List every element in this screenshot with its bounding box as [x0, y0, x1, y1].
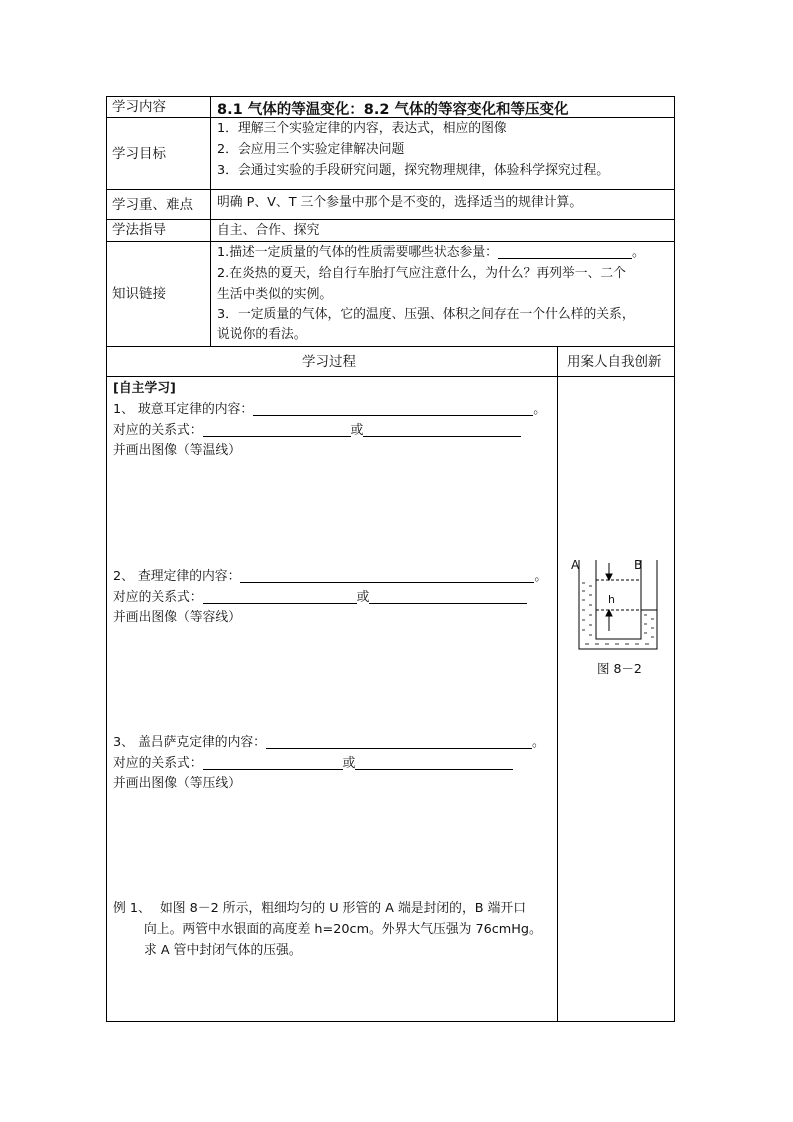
row-label-methods: 学法指导 — [112, 222, 166, 238]
row-label-objectives: 学习目标 — [112, 146, 166, 162]
label-a: A — [571, 558, 580, 572]
formula-label: 对应的关系式： — [113, 590, 203, 605]
answer-blank[interactable] — [203, 755, 343, 770]
answer-blank[interactable] — [253, 401, 533, 416]
graph-instruction: 并画出图像（等压线） — [113, 776, 241, 791]
period: 。 — [531, 735, 545, 750]
label-h: h — [608, 593, 615, 606]
table-border-top — [106, 96, 675, 97]
law-content-line — [113, 400, 546, 419]
graph-instruction: 并画出图像（等温线） — [113, 443, 241, 458]
formula-line — [113, 421, 521, 440]
process-header: 学习过程 — [302, 354, 356, 370]
example-label: 例 1、 — [113, 901, 151, 916]
example-line: 向上。两管中水银面的高度差 h=20cm。外界大气压强为 76cmHg。 — [144, 922, 542, 937]
row-label-knowledge: 知识链接 — [112, 286, 166, 302]
formula-label: 对应的关系式： — [113, 756, 203, 771]
row-label-content: 学习内容 — [112, 99, 166, 115]
formula-line — [113, 588, 527, 607]
answer-blank[interactable] — [363, 422, 521, 437]
knowledge-question: 1.描述一定质量的气体的性质需要哪些状态参量： — [217, 245, 498, 260]
example-line: 如图 8－2 所示，粗细均匀的 U 形管的 A 端是封闭的，B 端开口 — [160, 901, 526, 916]
law-content-line — [113, 567, 547, 586]
law-label: 1、 玻意耳定律的内容： — [113, 402, 254, 417]
row-label-keypoints: 学习重、难点 — [112, 197, 193, 213]
objective-item: 2．会应用三个实验定律解决问题 — [217, 142, 405, 157]
side-header: 用案人自我创新 — [567, 354, 662, 370]
keypoints-text: 明确 P、V、T 三个参量中那个是不变的，选择适当的规律计算。 — [217, 195, 583, 210]
row-divider — [106, 241, 675, 242]
row-divider — [106, 189, 675, 190]
page-title: 8.1 气体的等温变化：8.2 气体的等容变化和等压变化 — [217, 102, 569, 118]
answer-blank[interactable] — [355, 755, 513, 770]
answer-blank[interactable] — [240, 568, 534, 583]
table-border-right — [674, 96, 675, 1022]
table-border-bottom — [106, 1021, 675, 1022]
law-label: 2、 查理定律的内容： — [113, 569, 241, 584]
label-column-divider — [210, 96, 211, 347]
row-divider — [106, 376, 675, 377]
row-divider — [106, 219, 675, 220]
row-divider — [106, 346, 675, 347]
or-text: 或 — [356, 590, 370, 605]
example-line: 求 A 管中封闭气体的压强。 — [144, 943, 302, 958]
period: 。 — [534, 569, 548, 584]
knowledge-line: 生活中类似的实例。 — [217, 287, 333, 302]
label-b: B — [634, 558, 643, 572]
figure-caption: 图 8－2 — [597, 661, 642, 676]
or-text: 或 — [342, 756, 356, 771]
period: 。 — [533, 402, 546, 417]
section-title: [自主学习] — [113, 381, 176, 396]
table-border-left — [106, 96, 107, 1022]
knowledge-line: 说说你的看法。 — [217, 327, 307, 342]
side-column-divider — [557, 346, 558, 1022]
or-text: 或 — [350, 423, 364, 438]
knowledge-line: 3．一定质量的气体，它的温度、压强、体积之间存在一个什么样的关系， — [217, 307, 635, 322]
formula-label: 对应的关系式： — [113, 423, 203, 438]
answer-blank[interactable] — [498, 244, 632, 259]
answer-blank[interactable] — [266, 734, 532, 749]
objective-item: 1．理解三个实验定律的内容，表达式，相应的图像 — [217, 121, 507, 136]
methods-text: 自主、合作、探究 — [217, 223, 320, 238]
graph-instruction: 并画出图像（等容线） — [113, 610, 241, 625]
knowledge-line — [217, 243, 645, 262]
answer-blank[interactable] — [203, 422, 351, 437]
objective-item: 3．会通过实验的手段研究问题，探究物理规律，体验科学探究过程。 — [217, 163, 610, 178]
answer-blank[interactable] — [369, 589, 527, 604]
u-tube-figure — [565, 555, 665, 680]
u-tube-diagram — [565, 555, 665, 655]
period: 。 — [631, 245, 645, 260]
answer-blank[interactable] — [203, 589, 357, 604]
law-label: 3、 盖吕萨克定律的内容： — [113, 735, 266, 750]
law-content-line — [113, 733, 545, 752]
knowledge-line: 2.在炎热的夏天，给自行车胎打气应注意什么，为什么？再列举一、二个 — [217, 266, 626, 281]
formula-line — [113, 754, 513, 773]
